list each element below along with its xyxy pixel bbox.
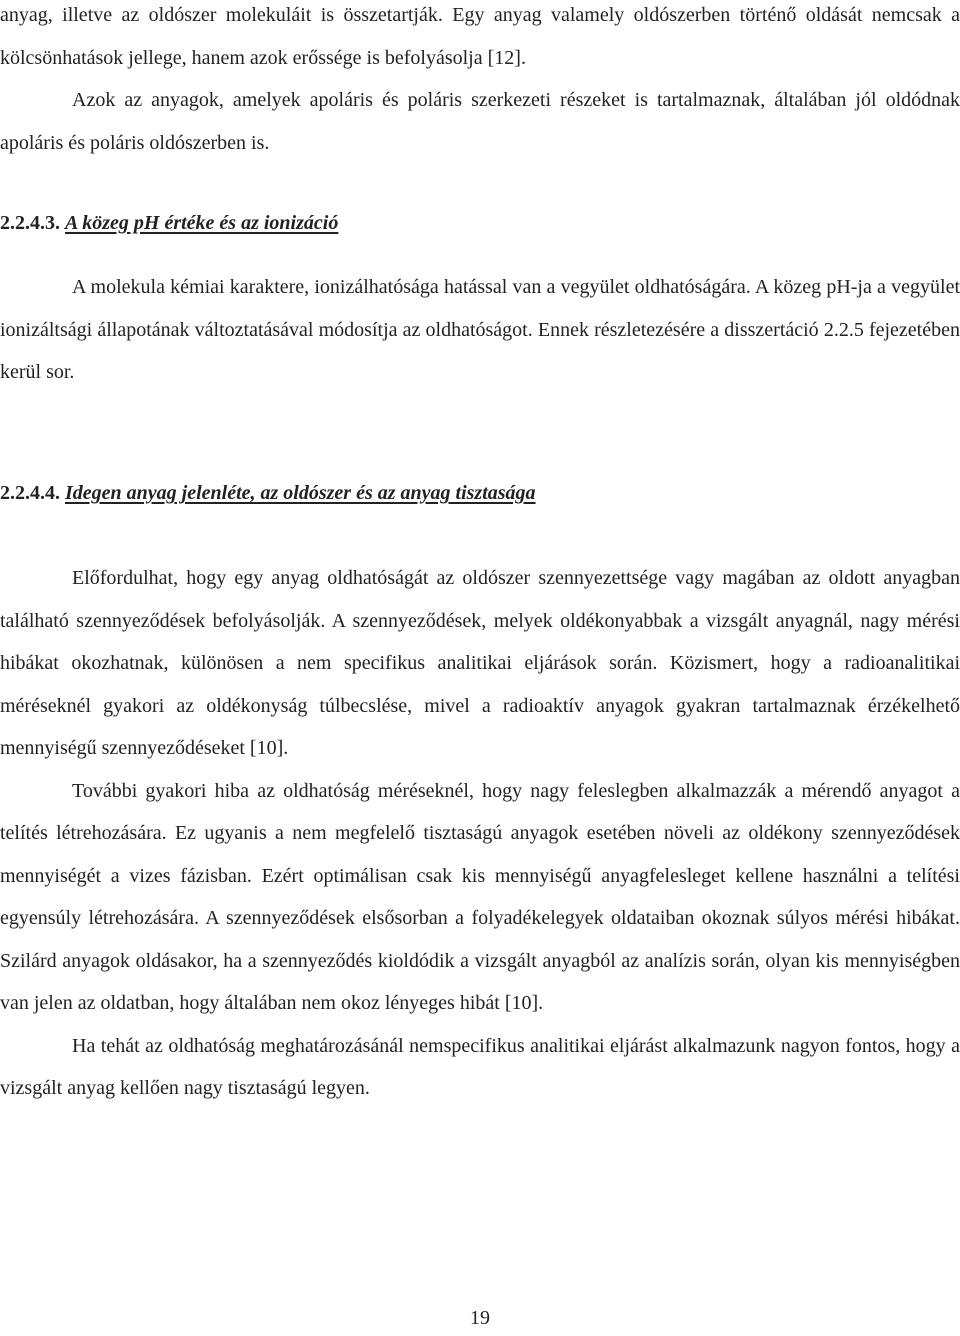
page-number: 19 xyxy=(470,1307,490,1329)
section-2-2-4-3 xyxy=(0,202,960,245)
section-number: 2.2.4.4. xyxy=(0,482,60,504)
paragraph-ph-ionization: A molekula kémiai karaktere, ionizálhatósága hatással van a vegyület oldhatóságára. A közeg pH-ja a vegyület ionizáltsági állapotának változtatásával módosítja az oldhatóságot. Ennek részletezésére a disszertáció 2.2.5 fejezetében kerül sor. xyxy=(0,276,960,383)
section-title: A közeg pH értéke és az ionizáció xyxy=(65,212,339,234)
paragraph-excess-material: További gyakori hiba az oldhatóság méréseknél, hogy nagy feleslegben alkalmazzák a mérendő anyagot a telítés létrehozására. Ez ugyanis a nem megfelelő tisztaságú anyagok esetében növeli az oldékony szennyeződések mennyiségét a vizes fázisban. Ezért optimálisan csak kis mennyiségű anyagfelesleget kellene használni a telítési egyensúly létrehozására. A szennyeződések elsősorban a folyadékelegyek oldataiban okoznak súlyos mérési hibákat. Szilárd anyagok oldásakor, ha a szennyeződés kioldódik a vizsgált anyagból az analízis során, olyan kis mennyiségben van jelen az oldatban, hogy általában nem okoz lényeges hibát [10]. xyxy=(0,779,960,1014)
paragraph-continuation: anyag, illetve az oldószer molekuláit is összetartják. Egy anyag valamely oldószerben történő oldását nemcsak a kölcsönhatások jellege, hanem azok erőssége is befolyásolja [12]. xyxy=(0,4,960,69)
section-title: Idegen anyag jelenléte, az oldószer és az anyag tisztasága xyxy=(65,482,536,504)
paragraph-apolar-polar: Azok az anyagok, amelyek apoláris és poláris szerkezeti részeket is tartalmaznak, általában jól oldódnak apoláris és poláris oldószerben is. xyxy=(0,89,960,154)
paragraph-impurities: Előfordulhat, hogy egy anyag oldhatóságát az oldószer szennyezettsége vagy magában az oldott anyagban található szennyeződések befolyásolják. A szennyeződések, melyek oldékonyabbak a vizsgált anyagnál, nagy mérési hibákat okozhatnak, különösen a nem specifikus analitikai eljárások során. Közismert, hogy a radioanalitikai méréseknél gyakori az oldékonyság túlbecslése, mivel a radioaktív anyagok gyakran tartalmaznak érzékelhető mennyiségű szennyeződéseket [10]. xyxy=(0,567,960,759)
section-heading xyxy=(0,472,960,515)
section-2-2-4-4 xyxy=(0,472,960,515)
section-heading xyxy=(0,202,960,245)
section-2-2-4-3-body xyxy=(0,266,960,394)
top-text-block xyxy=(0,0,960,164)
section-2-2-4-4-body xyxy=(0,557,960,1110)
paragraph-purity-conclusion: Ha tehát az oldhatóság meghatározásánál nemspecifikus analitikai eljárást alkalmazunk nagyon fontos, hogy a vizsgált anyag kellően nagy tisztaságú legyen. xyxy=(0,1034,960,1099)
section-number: 2.2.4.3. xyxy=(0,212,60,234)
